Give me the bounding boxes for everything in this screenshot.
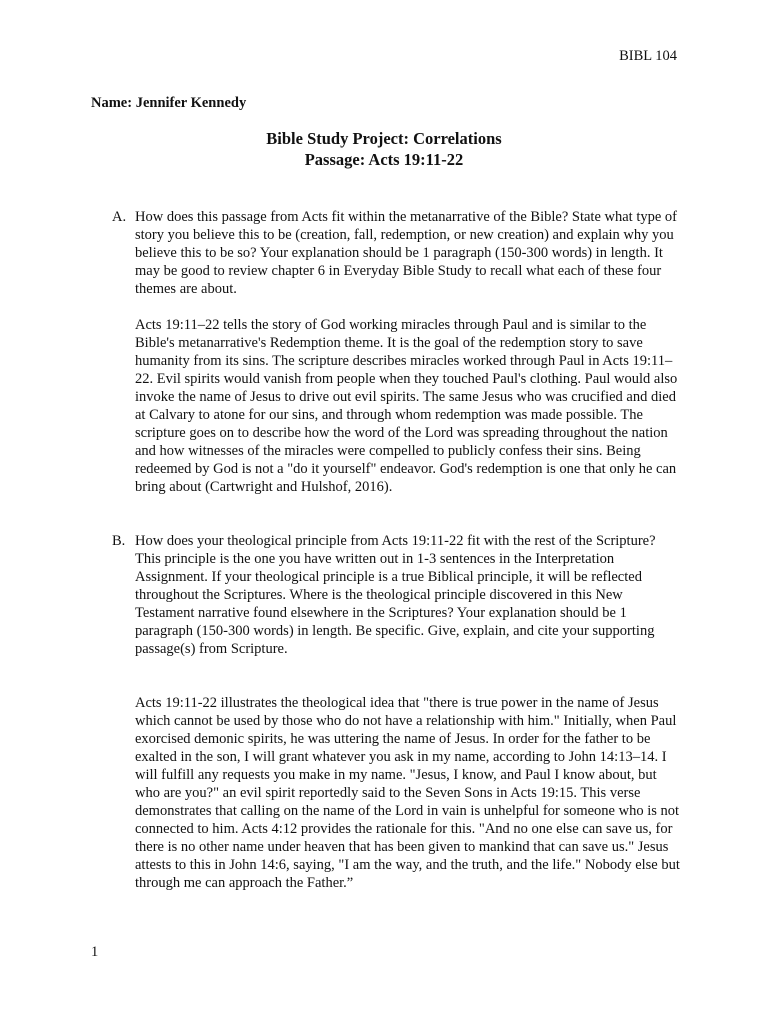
project-title: Bible Study Project: Correlations	[266, 129, 502, 148]
passage-title: Passage: Acts 19:11-22	[304, 150, 464, 169]
question-a-letter: A.	[112, 209, 127, 225]
question-b	[112, 532, 680, 658]
question-a-text: How does this passage from Acts fit within the metanarrative of the Bible? State what type of story you believe this to be (creation, fall, redemption, or new creation) and explain why you believe this to be so? Your explanation should be 1 paragraph (150-300 words) in length. It may be good to review chapter 6 in Everyday Bible Study to recall what each of these four themes are about.	[135, 209, 678, 297]
document-title	[0, 128, 768, 170]
document-body	[112, 208, 680, 892]
answer-a: Acts 19:11–22 tells the story of God working miracles through Paul and is similar to the Bible's metanarrative's Redemption theme. It is the goal of the redemption story to save humanity from its sins. The scripture describes miracles worked through Paul in Acts 19:11–22. Evil spirits would vanish from people when they touched Paul's clothing. Paul would also invoke the name of Jesus to drive out evil spirits. The same Jesus who was crucified and died at Calvary to atone for our sins, and through whom redemption was made possible. The scripture goes on to describe how the word of the Lord was spreading throughout the nation and how witnesses of the miracles were compelled to publicly confess their sins. Being redeemed by God is not a "do it yourself" endeavor. God's redemption is one that only he can bring about (Cartwright and Hulshof, 2016).	[135, 317, 678, 495]
student-name: Name: Jennifer Kennedy	[91, 95, 247, 111]
question-b-letter: B.	[112, 533, 126, 549]
page-number: 1	[91, 944, 99, 960]
course-code: BIBL 104	[619, 48, 677, 64]
question-b-text: How does your theological principle from Acts 19:11-22 fit with the rest of the Scripture? This principle is the one you have written out in 1-3 sentences in the Interpretation Assignment. If your theological principle is a true Biblical principle, it will be reflected throughout the Scriptures. Where is the theological principle discovered in this New Testament narrative found elsewhere in the Scriptures? Your explanation should be 1 paragraph (150-300 words) in length. Be specific. Give, explain, and cite your supporting passage(s) from Scripture.	[135, 533, 656, 657]
answer-b: Acts 19:11-22 illustrates the theological idea that "there is true power in the name of Jesus which cannot be used by those who do not have a relationship with him." Initially, when Paul exorcised demonic spirits, he was uttering the name of Jesus. In order for the father to be exalted in the son, I will grant whatever you ask in my name, according to John 14:13–14. I will fulfill any requests you make in my name. "Jesus, I know, and Paul I know about, but who are you?" an evil spirit reportedly said to the Seven Sons in Acts 19:15. This verse demonstrates that calling on the name of the Lord in vain is unhelpful for someone who is not connected to him. Acts 4:12 provides the rationale for this. "And no one else can save us, for there is no other name under heaven that has been given to mankind that can save us." Jesus attests to this in John 14:6, saying, "I am the way, and the truth, and the life." Nobody else but through me can approach the Father.”	[135, 695, 680, 891]
question-a	[112, 208, 680, 298]
